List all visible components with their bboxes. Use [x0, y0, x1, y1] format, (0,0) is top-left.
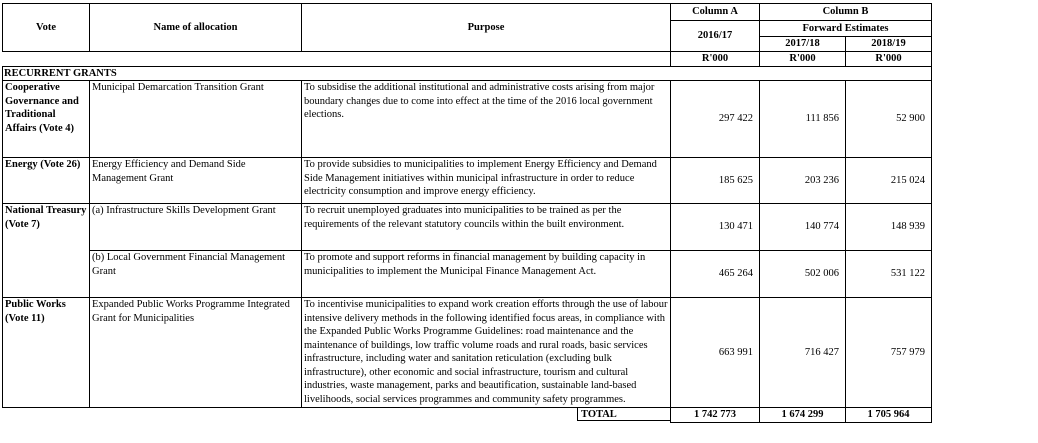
- allocation-name-cell: Energy Efficiency and Demand Side Management Grant: [90, 158, 302, 204]
- amount-2016-cell: 130 471: [671, 204, 760, 251]
- amount-2016-cell: 297 422: [671, 81, 760, 158]
- vote-cell: Public Works (Vote 11): [3, 298, 90, 408]
- amount-2018-cell: 531 122: [846, 251, 932, 298]
- purpose-cell: To recruit unemployed graduates into municipalities to be trained as per the requirements of the relevant statutory councils within the built environment.: [302, 204, 671, 251]
- total-2016-cell: 1 742 773: [671, 408, 760, 423]
- total-2017-cell: 1 674 299: [760, 408, 846, 423]
- purpose-cell: To provide subsidies to municipalities to implement Energy Efficiency and Demand Side Management initiatives within municipal infrastructure in order to reduce electricity consumption and improve energy efficiency.: [302, 158, 671, 204]
- amount-2018-cell: 148 939: [846, 204, 932, 251]
- header-year-2016: 2016/17: [671, 21, 760, 52]
- purpose-cell: To promote and support reforms in financial management by building capacity in municipalities to implement the Municipal Finance Management Act.: [302, 251, 671, 298]
- allocation-name-cell: Municipal Demarcation Transition Grant: [90, 81, 302, 158]
- amount-2017-cell: 716 427: [760, 298, 846, 408]
- table-row: [3, 158, 1018, 204]
- header-vote: Vote: [3, 4, 90, 52]
- table-row: [3, 251, 1018, 298]
- amount-2017-cell: 203 236: [760, 158, 846, 204]
- header-name: Name of allocation: [90, 4, 302, 52]
- total-2018-cell: 1 705 964: [846, 408, 932, 423]
- table-row: [3, 298, 1018, 408]
- amount-2016-cell: 185 625: [671, 158, 760, 204]
- table-row: [3, 81, 1018, 158]
- section-title: RECURRENT GRANTS: [3, 66, 671, 81]
- amount-2016-cell: 663 991: [671, 298, 760, 408]
- unit-label: R'000: [671, 52, 760, 67]
- purpose-cell: To subsidise the additional institutional and administrative costs arising from major boundary changes due to come into effect at the time of the 2016 local government elections.: [302, 81, 671, 158]
- table-row: [3, 204, 1018, 251]
- amount-2017-cell: 502 006: [760, 251, 846, 298]
- unit-label: R'000: [760, 52, 846, 67]
- amount-2016-cell: 465 264: [671, 251, 760, 298]
- header-column-b: Column B: [760, 4, 932, 21]
- amount-2018-cell: 757 979: [846, 298, 932, 408]
- header-year-2018: 2018/19: [846, 37, 932, 52]
- allocation-name-cell: Expanded Public Works Programme Integrated Grant for Municipalities: [90, 298, 302, 408]
- header-forward-estimates: Forward Estimates: [760, 21, 932, 37]
- total-label: TOTAL: [577, 408, 671, 422]
- allocations-table: [2, 3, 1018, 423]
- header-purpose: Purpose: [302, 4, 671, 52]
- amount-2018-cell: 215 024: [846, 158, 932, 204]
- header-column-a: Column A: [671, 4, 760, 21]
- unit-label: R'000: [846, 52, 932, 67]
- amount-2018-cell: 52 900: [846, 81, 932, 158]
- allocation-name-cell: (b) Local Government Financial Management Grant: [90, 251, 302, 298]
- amount-2017-cell: 111 856: [760, 81, 846, 158]
- vote-cell: National Treasury (Vote 7): [3, 204, 90, 298]
- vote-cell: Cooperative Governance and Traditional Affairs (Vote 4): [3, 81, 90, 158]
- amount-2017-cell: 140 774: [760, 204, 846, 251]
- purpose-cell: To incentivise municipalities to expand work creation efforts through the use of labour intensive delivery methods in the following identified focus areas, in compliance with the Expanded Public Works Programme Guidelines: road maintenance and the maintenance of buildings, low traffic volume roads and rural roads, basic services infrastructure, including water and sanitation reticulation (excluding bulk infrastructure), other economic and social infrastructure, tourism and cultural industries, waste management, parks and beautification, sustainable land-based livelihoods, social services programmes and community safety programmes.: [302, 298, 671, 408]
- vote-cell: Energy (Vote 26): [3, 158, 90, 204]
- header-year-2017: 2017/18: [760, 37, 846, 52]
- total-row: [3, 408, 1018, 423]
- allocation-name-cell: (a) Infrastructure Skills Development Grant: [90, 204, 302, 251]
